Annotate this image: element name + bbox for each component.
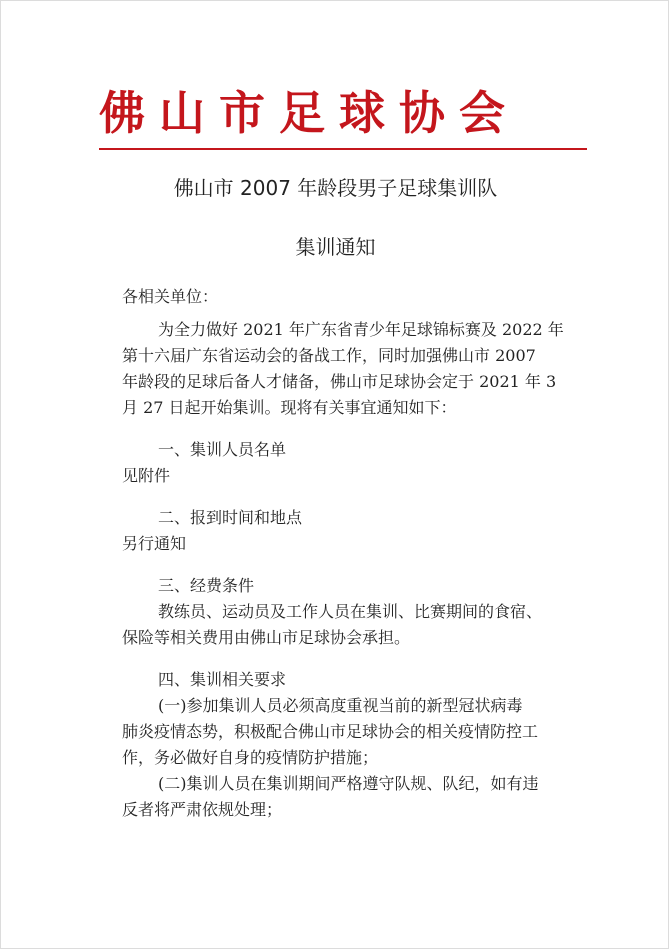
- section-heading: 三、经费条件: [158, 576, 255, 595]
- section-heading: 四、集训相关要求: [158, 670, 287, 689]
- notice-subtitle: 集训通知: [295, 235, 376, 259]
- intro-line: 月 27 日起开始集训。现将有关事宜通知如下：: [122, 398, 457, 417]
- section-body-line: (二)集训人员在集训期间严格遵守队规、队纪，如有违: [158, 774, 539, 793]
- intro-line: 第十六届广东省运动会的备战工作，同时加强佛山市 2007: [122, 346, 536, 365]
- section-body: 见附件: [122, 466, 171, 485]
- notice-title: 佛山市 2007 年龄段男子足球集训队: [173, 176, 498, 200]
- section-body-line: 教练员、运动员及工作人员在集训、比赛期间的食宿、: [158, 602, 543, 621]
- intro-line: 年龄段的足球后备人才储备，佛山市足球协会定于 2021 年 3: [122, 372, 557, 391]
- salutation: 各相关单位：: [122, 287, 219, 306]
- section-body-line: (一)参加集训人员必须高度重视当前的新型冠状病毒: [158, 696, 523, 715]
- letterhead-org-name: 佛山市足球协会: [99, 86, 519, 140]
- section-body-line: 保险等相关费用由佛山市足球协会承担。: [122, 628, 411, 647]
- section-body-line: 肺炎疫情态势，积极配合佛山市足球协会的相关疫情防控工: [122, 722, 539, 741]
- intro-line: 为全力做好 2021 年广东省青少年足球锦标赛及 2022 年: [158, 320, 564, 339]
- section-body-line: 反者将严肃依规处理；: [122, 800, 283, 819]
- section-body-line: 作，务必做好自身的疫情防护措施；: [122, 748, 379, 767]
- section-body: 另行通知: [122, 534, 187, 553]
- section-heading: 一、集训人员名单: [158, 440, 287, 459]
- section-heading: 二、报到时间和地点: [158, 508, 303, 527]
- letterhead-divider: [99, 148, 587, 150]
